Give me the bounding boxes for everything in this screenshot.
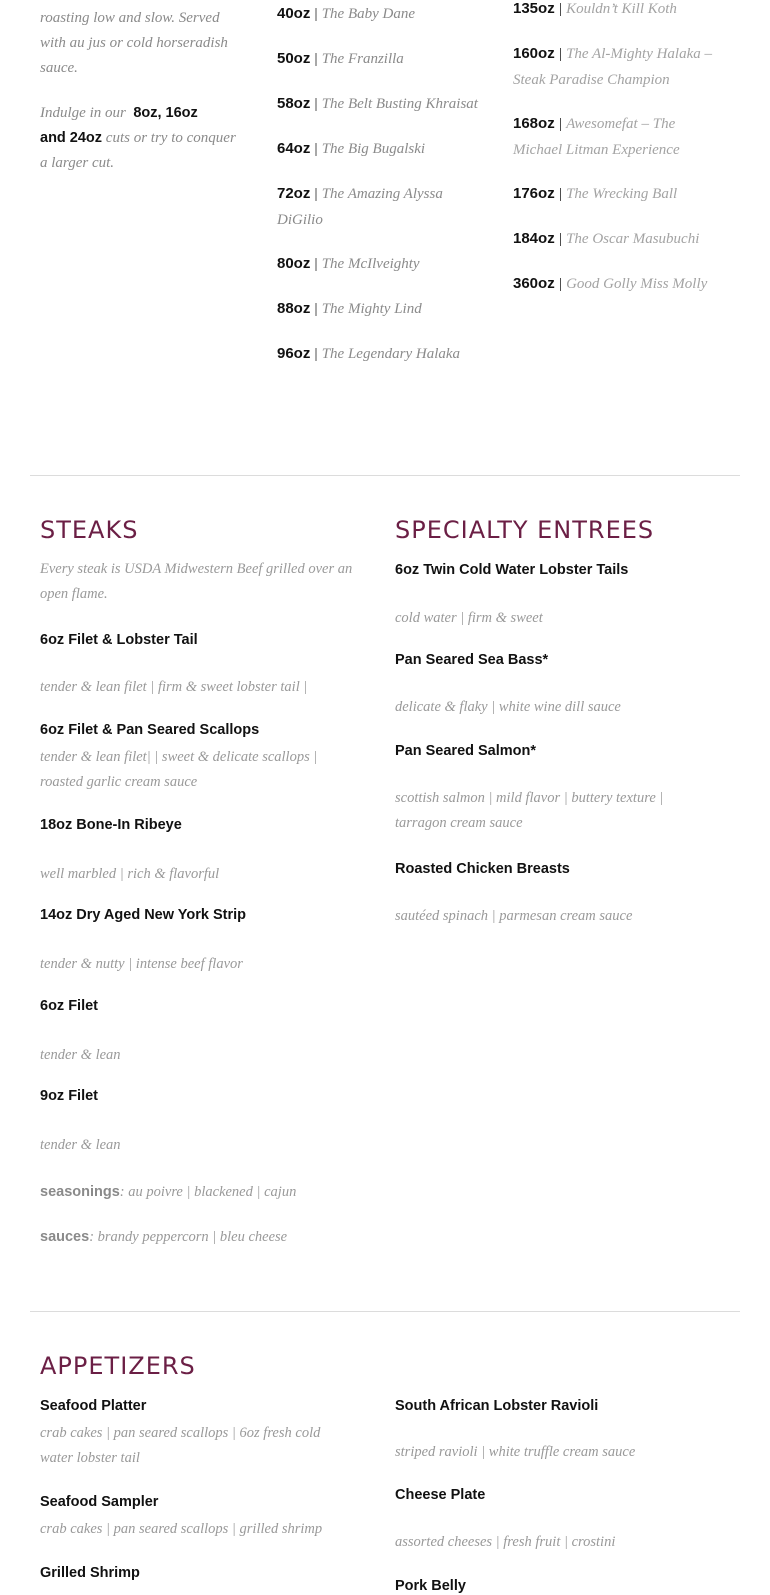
seasonings-label: seasonings xyxy=(40,1184,120,1200)
intro-line: roasting low and slow. Served xyxy=(40,10,220,26)
steak-size-item xyxy=(513,271,723,297)
size-name: The Belt Busting Khraisat xyxy=(321,96,478,112)
indulge-prefix: Indulge in our xyxy=(40,105,126,121)
steak-size-item xyxy=(277,181,487,233)
size-oz: 88oz xyxy=(277,300,311,317)
size-oz: 72oz xyxy=(277,185,311,202)
separator: | xyxy=(314,51,318,67)
menu-item-title: Pan Seared Salmon* xyxy=(395,743,537,759)
size-oz: 176oz xyxy=(513,185,555,202)
separator: | xyxy=(314,346,318,362)
intro-paragraph xyxy=(40,6,240,81)
steak-size-item xyxy=(277,46,487,72)
size-oz: 135oz xyxy=(513,0,555,17)
steak-size-item xyxy=(513,226,723,252)
size-oz: 184oz xyxy=(513,230,555,247)
size-oz: 360oz xyxy=(513,275,555,292)
menu-item-title: 6oz Filet xyxy=(40,998,99,1014)
indulge-sizes: 8oz, 16oz xyxy=(133,105,198,121)
indulge-sizes: and 24oz xyxy=(40,130,103,146)
menu-item-description: sautéed spinach | parmesan cream sauce xyxy=(395,908,633,924)
steaks-intro: Every steak is USDA Midwestern Beef grilled over an open flame. xyxy=(40,561,353,602)
separator: | xyxy=(314,6,318,22)
separator: | xyxy=(558,46,562,62)
menu-item-title: 6oz Filet & Lobster Tail xyxy=(40,632,198,648)
menu-item-description: cold water | firm & sweet xyxy=(395,610,543,626)
steak-size-item xyxy=(513,41,723,93)
steak-size-item xyxy=(277,296,487,322)
size-name: The McIlveighty xyxy=(321,256,420,272)
steak-size-item xyxy=(277,91,487,117)
menu-item-description: crab cakes | pan seared scallops | 6oz fresh cold water lobster tail xyxy=(40,1425,321,1466)
steak-size-item xyxy=(513,181,723,207)
seasonings-text: : au poivre | blackened | cajun xyxy=(119,1184,297,1200)
menu-item-title: 6oz Twin Cold Water Lobster Tails xyxy=(395,562,629,578)
menu-item-description: tender & lean filet| | sweet & delicate scallops | roasted garlic cream sauce xyxy=(40,749,318,790)
size-oz: 168oz xyxy=(513,115,555,132)
size-name: The Mighty Lind xyxy=(321,301,422,317)
size-oz: 40oz xyxy=(277,5,311,22)
size-oz: 50oz xyxy=(277,50,311,67)
separator: | xyxy=(558,186,562,202)
separator: | xyxy=(314,256,318,272)
separator: | xyxy=(558,1,562,17)
menu-item-description: tender & nutty | intense beef flavor xyxy=(40,956,243,972)
steaks-heading: STEAKS xyxy=(40,516,139,544)
menu-item-title: Roasted Chicken Breasts xyxy=(395,861,570,877)
size-oz: 64oz xyxy=(277,140,311,157)
menu-item-title: 9oz Filet xyxy=(40,1088,99,1104)
size-name: The Baby Dane xyxy=(321,6,416,22)
size-name: Kouldn’t Kill Koth xyxy=(566,1,677,17)
menu-item-title: 18oz Bone-In Ribeye xyxy=(40,817,182,833)
menu-item-title: Cheese Plate xyxy=(395,1487,486,1503)
separator: | xyxy=(314,301,318,317)
separator: | xyxy=(558,231,562,247)
indulge-suffix: a larger cut. xyxy=(40,155,115,171)
separator: | xyxy=(558,116,562,132)
section-divider xyxy=(30,475,740,476)
menu-item-title: South African Lobster Ravioli xyxy=(395,1398,599,1414)
separator: | xyxy=(558,276,562,292)
intro-line: sauce. xyxy=(40,60,78,76)
menu-item-description: tender & lean filet | firm & sweet lobster tail | xyxy=(40,679,308,695)
size-oz: 96oz xyxy=(277,345,311,362)
steak-size-item xyxy=(513,0,723,22)
intro-line: with au jus or cold horseradish xyxy=(40,35,228,51)
size-name: The Franzilla xyxy=(321,51,404,67)
section-divider xyxy=(30,1311,740,1312)
steak-size-item xyxy=(277,136,487,162)
separator: | xyxy=(314,96,318,112)
specialty-entrees-heading: SPECIALTY ENTREES xyxy=(395,516,655,544)
size-name: The Legendary Halaka xyxy=(321,346,461,362)
size-oz: 80oz xyxy=(277,255,311,272)
menu-item-title: Grilled Shrimp xyxy=(40,1565,140,1581)
separator: | xyxy=(314,141,318,157)
menu-item-title: Pan Seared Sea Bass* xyxy=(395,652,549,668)
menu-item-description: crab cakes | pan seared scallops | grilled shrimp xyxy=(40,1521,323,1537)
indulge-paragraph xyxy=(40,101,245,176)
steak-size-item xyxy=(513,111,723,163)
appetizers-heading: APPETIZERS xyxy=(40,1352,196,1380)
size-name: The Amazing Alyssa DiGilio xyxy=(277,186,443,228)
menu-item-title: 6oz Filet & Pan Seared Scallops xyxy=(40,722,260,738)
separator: | xyxy=(314,186,318,202)
steak-size-item xyxy=(277,1,487,27)
size-name: The Wrecking Ball xyxy=(566,186,678,202)
size-oz: 160oz xyxy=(513,45,555,62)
size-name: The Al-Mighty Halaka – Steak Paradise Champion xyxy=(513,46,713,88)
menu-item-description: delicate & flaky | white wine dill sauce xyxy=(395,699,621,715)
menu-item-title: Seafood Sampler xyxy=(40,1494,159,1510)
menu-item-title: Seafood Platter xyxy=(40,1398,147,1414)
menu-item-title: Pork Belly xyxy=(395,1578,466,1594)
menu-item-title: 14oz Dry Aged New York Strip xyxy=(40,907,247,923)
size-name: The Big Bugalski xyxy=(321,141,426,157)
size-name: Good Golly Miss Molly xyxy=(566,276,708,292)
menu-item-description: scottish salmon | mild flavor | buttery texture | tarragon cream sauce xyxy=(395,790,664,831)
indulge-suffix: cuts or try to conquer xyxy=(105,130,236,146)
steak-size-item xyxy=(277,341,487,367)
menu-item-description: tender & lean xyxy=(40,1137,121,1153)
sauces-text: : brandy peppercorn | bleu cheese xyxy=(89,1229,288,1245)
steak-size-item xyxy=(277,251,487,277)
sauces-line xyxy=(40,1225,370,1250)
size-name: The Oscar Masubuchi xyxy=(566,231,700,247)
size-oz: 58oz xyxy=(277,95,311,112)
menu-item-description: well marbled | rich & flavorful xyxy=(40,866,220,882)
size-name: Awesomefat – The Michael Litman Experience xyxy=(513,116,680,158)
menu-item-description: tender & lean xyxy=(40,1047,121,1063)
menu-item-description: striped ravioli | white truffle cream sauce xyxy=(395,1444,636,1460)
menu-item-description: assorted cheeses | fresh fruit | crostini xyxy=(395,1534,616,1550)
sauces-label: sauces xyxy=(40,1229,90,1245)
seasonings-line xyxy=(40,1180,370,1205)
